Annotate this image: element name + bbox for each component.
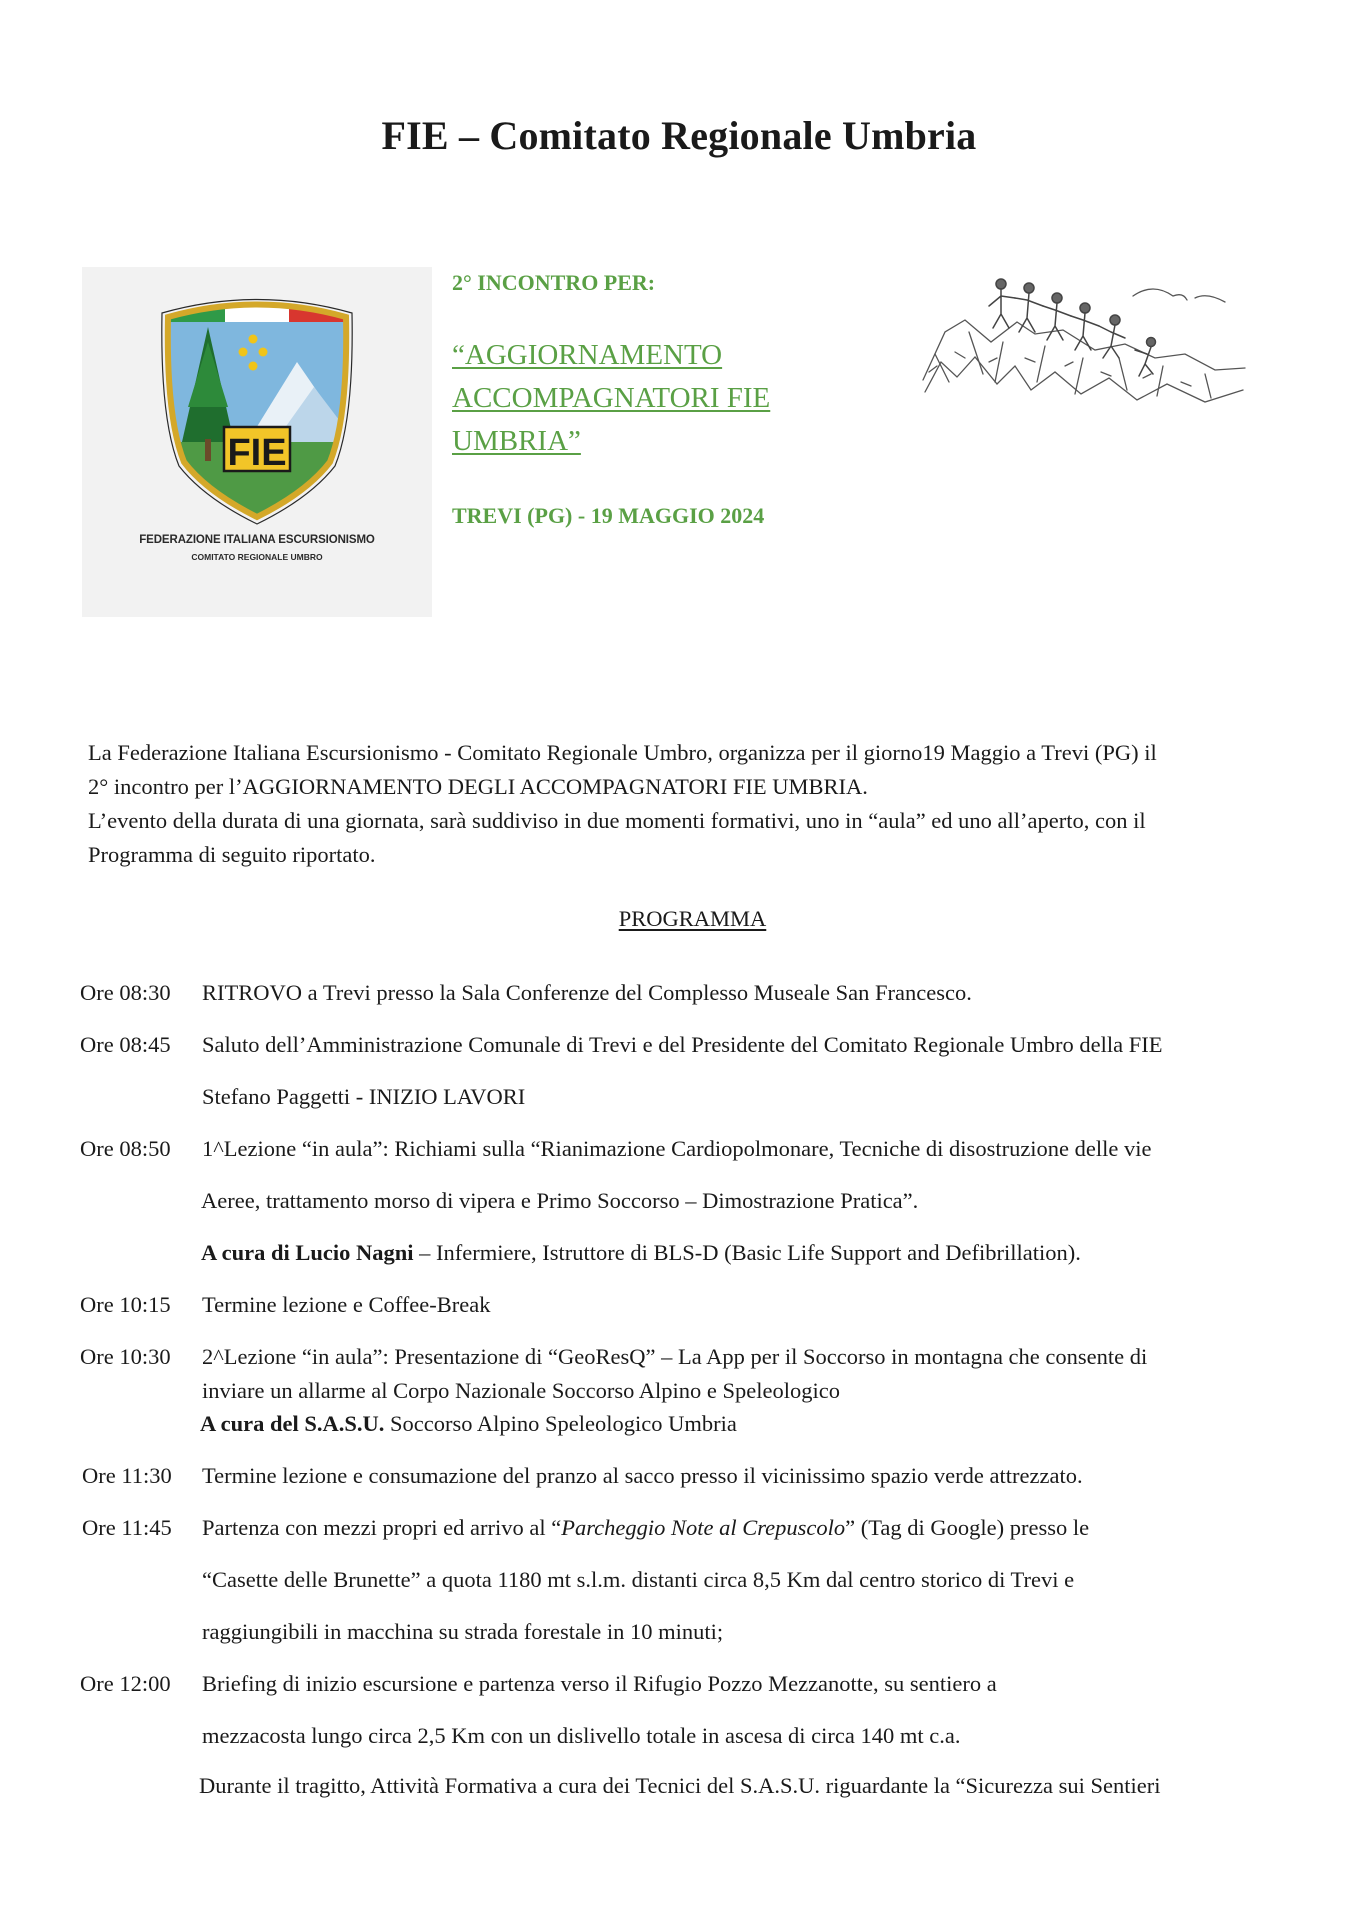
program-text: Durante il tragitto, Attività Formativa a cura dei Tecnici del S.A.S.U. riguardante la “Sicurezza sui Sentieri <box>199 1773 1161 1798</box>
credit-name: A cura di Lucio Nagni <box>201 1240 414 1265</box>
program-time: Ore 08:45 <box>80 1032 171 1057</box>
event-title-line2: ACCOMPAGNATORI FIE <box>452 382 771 414</box>
parking-name: Parcheggio Note al Crepuscolo <box>561 1515 846 1540</box>
program-time: Ore 12:00 <box>80 1671 171 1696</box>
fie-logo <box>82 267 432 617</box>
event-title-line1: “AGGIORNAMENTO <box>452 339 723 371</box>
logo-caption-line1: FEDERAZIONE ITALIANA ESCURSIONISMO <box>139 534 375 546</box>
program-time: Ore 10:30 <box>80 1344 171 1369</box>
program-credit <box>200 1411 737 1437</box>
program-text: 2^Lezione “in aula”: Presentazione di “GeoResQ” – La App per il Soccorso in montagna che consente di <box>202 1344 1148 1369</box>
program-heading: PROGRAMMA <box>618 906 767 931</box>
program-text: Termine lezione e consumazione del pranzo al sacco presso il vicinissimo spazio verde attrezzato. <box>202 1463 1083 1488</box>
fie-emblem-text: FIE <box>227 432 287 474</box>
event-title-line3: UMBRIA” <box>452 425 581 457</box>
program-text: mezzacosta lungo circa 2,5 Km con un dislivello totale in ascesa di circa 140 mt c.a. <box>202 1723 961 1748</box>
program-text <box>202 1515 1089 1541</box>
program-time: Ore 11:45 <box>82 1515 172 1540</box>
program-text: Aeree, trattamento morso di vipera e Primo Soccorso – Dimostrazione Pratica”. <box>201 1188 919 1213</box>
event-kicker: 2° INCONTRO PER: <box>452 270 656 295</box>
program-credit <box>201 1240 1081 1266</box>
program-text: Briefing di inizio escursione e partenza verso il Rifugio Pozzo Mezzanotte, su sentiero a <box>202 1671 997 1696</box>
program-time: Ore 08:50 <box>80 1136 171 1161</box>
text-span: ” (Tag di Google) presso le <box>845 1515 1090 1540</box>
fie-shield-emblem <box>82 267 432 617</box>
program-text: RITROVO a Trevi presso la Sala Conferenze del Complesso Museale San Francesco. <box>202 980 972 1005</box>
program-text: Stefano Paggetti - INIZIO LAVORI <box>202 1084 526 1109</box>
intro-line: La Federazione Italiana Escursionismo - Comitato Regionale Umbro, organizza per il giorno19 Maggio a Trevi (PG) il <box>88 740 1157 765</box>
program-text: Termine lezione e Coffee-Break <box>202 1292 491 1317</box>
page-title: FIE – Comitato Regionale Umbria <box>381 113 977 158</box>
program-time: Ore 11:30 <box>82 1463 172 1488</box>
program-text: inviare un allarme al Corpo Nazionale Soccorso Alpino e Speleologico <box>202 1378 840 1403</box>
program-time: Ore 08:30 <box>80 980 171 1005</box>
intro-line: 2° incontro per l’AGGIORNAMENTO DEGLI ACCOMPAGNATORI FIE UMBRIA. <box>88 774 868 799</box>
program-text: Saluto dell’Amministrazione Comunale di Trevi e del Presidente del Comitato Regionale Umbro della FIE <box>202 1032 1163 1057</box>
intro-text <box>88 736 1293 872</box>
logo-caption-line2: COMITATO REGIONALE UMBRO <box>191 552 323 562</box>
credit-name: A cura del S.A.S.U. <box>200 1411 385 1436</box>
event-date: TREVI (PG) - 19 MAGGIO 2024 <box>452 503 765 528</box>
program-text: 1^Lezione “in aula”: Richiami sulla “Rianimazione Cardiopolmonare, Tecniche di disostruzione delle vie <box>202 1136 1152 1161</box>
hikers-sketch-illustration <box>905 262 1265 422</box>
intro-line: L’evento della durata di una giornata, sarà suddiviso in due momenti formativi, uno in “aula” ed uno all’aperto, con il <box>88 808 1146 833</box>
program-text: “Casette delle Brunette” a quota 1180 mt s.l.m. distanti circa 8,5 Km dal centro storico di Trevi e <box>202 1567 1075 1592</box>
program-time: Ore 10:15 <box>80 1292 171 1317</box>
text-span: Partenza con mezzi propri ed arrivo al “ <box>202 1515 562 1540</box>
credit-role: Soccorso Alpino Speleologico Umbria <box>384 1411 737 1436</box>
event-title <box>452 334 872 463</box>
intro-line: Programma di seguito riportato. <box>88 842 376 867</box>
program-text: raggiungibili in macchina su strada forestale in 10 minuti; <box>202 1619 724 1644</box>
event-block <box>452 270 872 529</box>
credit-role: – Infermiere, Istruttore di BLS-D (Basic Life Support and Defibrillation). <box>413 1240 1081 1265</box>
